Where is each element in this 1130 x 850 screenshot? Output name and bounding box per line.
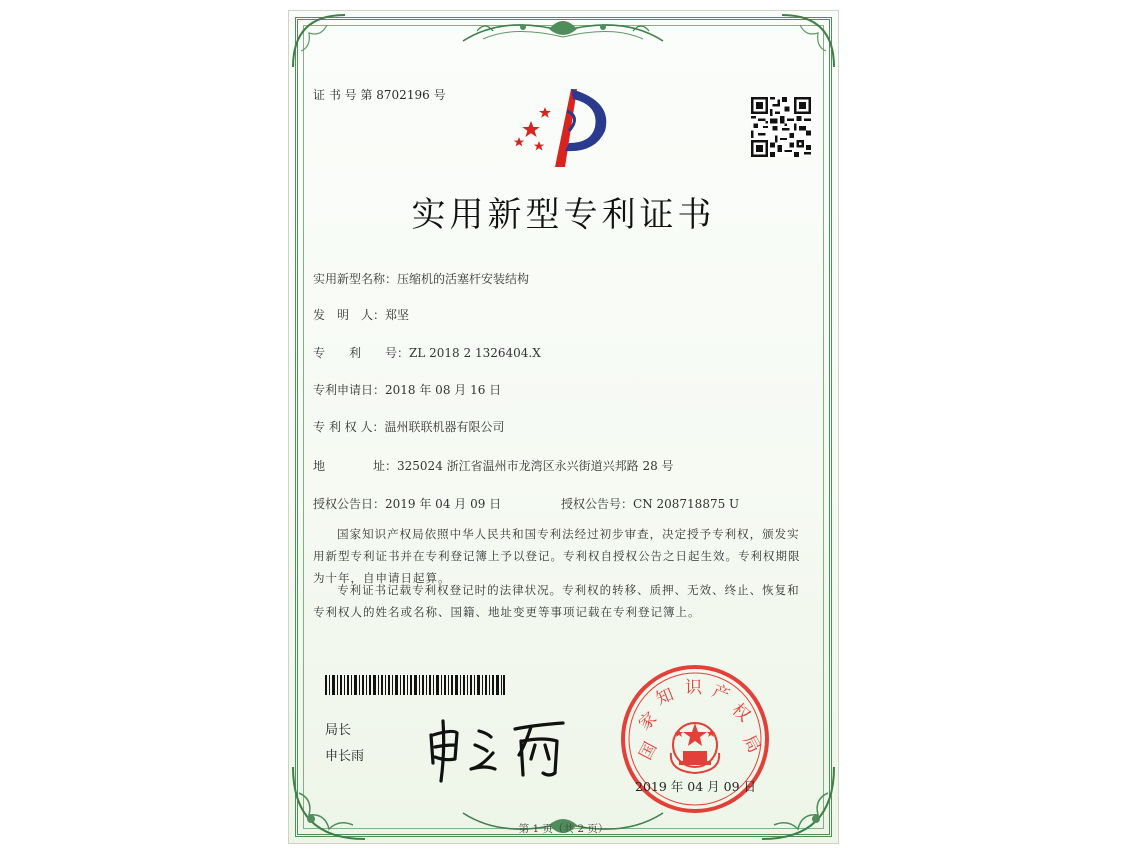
top-ornament	[453, 11, 673, 49]
field-patentee	[313, 418, 504, 435]
legal-status-paragraph: 专利证书记载专利权登记时的法律状况。专利权的转移、质押、无效、终止、恢复和专利权人的姓名或名称、国籍、地址变更等事项记载在专利登记簿上。	[313, 583, 800, 619]
field-value: CN 208718875 U	[633, 497, 740, 511]
qr-code	[751, 97, 811, 157]
corner-ornament-top-right	[778, 11, 838, 71]
patent-office-logo	[511, 81, 609, 171]
field-value: 郑坚	[385, 308, 410, 322]
certificate-number	[313, 86, 446, 103]
certificate-number-suffix: 号	[433, 88, 446, 102]
field-label: 专 利 权 人：	[313, 420, 385, 434]
corner-ornament-top-left	[289, 11, 349, 71]
grant-statement-paragraph: 国家知识产权局依照中华人民共和国专利法经过初步审查，决定授予专利权，颁发实用新型专利证书并在专利登记簿上予以登记。专利权自授权公告之日起生效。专利权期限为十年，自申请日起算。	[313, 527, 801, 585]
seal-date: 2019 年 04 月 09 日	[635, 779, 756, 794]
page-indicator: 第 1 页（共 2 页）	[518, 823, 609, 835]
field-value: 325024 浙江省温州市龙湾区永兴街道兴邦路 28 号	[397, 459, 674, 473]
field-label: 专 利 号：	[313, 346, 410, 360]
svg-text:国: 国	[635, 738, 662, 764]
field-label: 地 址：	[313, 459, 398, 473]
field-grant-number	[561, 495, 739, 512]
field-label: 发 明 人：	[313, 308, 386, 322]
field-label: 授权公告日：	[313, 497, 386, 511]
svg-text:家: 家	[634, 708, 661, 735]
field-patent-number	[313, 344, 541, 361]
field-label: 授权公告号：	[561, 497, 634, 511]
signer-title: 局长	[325, 723, 352, 738]
field-application-date	[313, 381, 501, 398]
svg-text:权: 权	[727, 699, 754, 727]
svg-text:知: 知	[653, 684, 677, 710]
field-value: 2019 年 04 月 09 日	[385, 497, 502, 511]
field-utility-model-name	[313, 270, 529, 287]
field-inventor	[313, 306, 409, 323]
field-label: 专利申请日：	[313, 383, 386, 397]
field-value: 温州联联机器有限公司	[384, 420, 505, 434]
field-value: ZL 2018 2 1326404.X	[409, 346, 541, 360]
barcode	[325, 675, 505, 695]
certificate-number-value: 8702196	[376, 88, 430, 102]
svg-text:产: 产	[709, 681, 733, 707]
signer-name: 申长雨	[325, 749, 365, 764]
certificate-number-label: 证 书 号 第	[313, 88, 373, 102]
certificate-sheet	[288, 10, 839, 844]
field-grant-date	[313, 495, 501, 512]
director-signature	[423, 715, 573, 785]
svg-text:局: 局	[738, 731, 765, 757]
field-value: 压缩机的活塞杆安装结构	[397, 272, 530, 286]
field-value: 2018 年 08 月 16 日	[385, 383, 502, 397]
certificate-title: 实用新型专利证书	[411, 195, 716, 235]
svg-text:识: 识	[685, 678, 702, 698]
field-address	[313, 457, 674, 474]
field-label: 实用新型名称：	[313, 272, 398, 286]
